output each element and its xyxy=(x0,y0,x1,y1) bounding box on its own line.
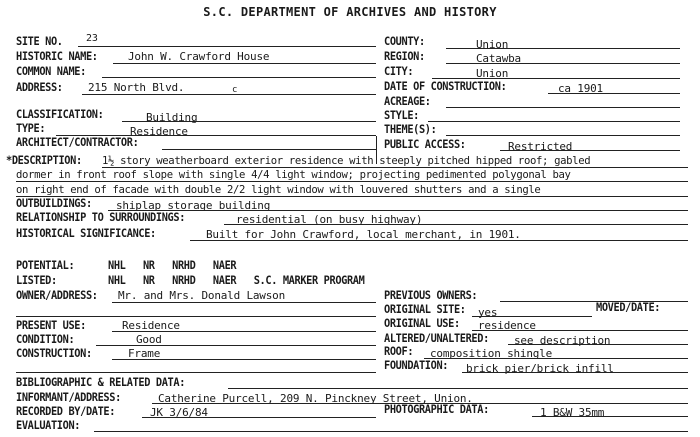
significance-line xyxy=(190,240,688,241)
altered-value: see description xyxy=(514,334,611,347)
informant-label: INFORMANT/ADDRESS: xyxy=(16,391,121,404)
potential-label: POTENTIAL: xyxy=(16,259,75,272)
description-label: *DESCRIPTION: xyxy=(6,154,82,167)
type-value: Residence xyxy=(130,125,188,138)
original-site-value: yes xyxy=(478,306,498,319)
county-label: COUNTY: xyxy=(384,35,425,48)
style-label: STYLE: xyxy=(384,109,419,122)
date-of-construction-label: DATE OF CONSTRUCTION: xyxy=(384,80,507,93)
altered-line xyxy=(508,344,688,345)
original-site-line xyxy=(472,316,592,317)
description-line-1: 1½ story weatherboard exterior residence with steeply pitched hipped roof; gabled xyxy=(102,155,591,167)
moved-date-label: MOVED/DATE: xyxy=(596,301,661,314)
outbuildings-line xyxy=(108,210,688,211)
condition-value: Good xyxy=(136,333,162,346)
site-no-value: 23 xyxy=(86,33,98,44)
evaluation-label: EVALUATION: xyxy=(16,419,81,432)
foundation-value: brick pier/brick infill xyxy=(466,362,614,375)
address-value: 215 North Blvd. xyxy=(88,81,185,94)
photographic-line xyxy=(532,416,688,417)
relationship-label: RELATIONSHIP TO SURROUNDINGS: xyxy=(16,211,186,224)
county-line xyxy=(446,48,680,49)
foundation-line xyxy=(462,372,688,373)
site-no-line xyxy=(78,46,376,47)
architect-label: ARCHITECT/CONTRACTOR: xyxy=(16,136,139,149)
outbuildings-label: OUTBUILDINGS: xyxy=(16,197,92,210)
region-label: REGION: xyxy=(384,50,425,63)
original-use-label: ORIGINAL USE: xyxy=(384,317,460,330)
address-mark: c xyxy=(232,85,238,95)
roof-value: composition shingle xyxy=(430,347,553,360)
original-use-value: residence xyxy=(478,319,536,332)
present-use-line xyxy=(112,331,376,332)
owner-line xyxy=(112,302,376,303)
evaluation-line xyxy=(94,431,688,432)
listed-label: LISTED: xyxy=(16,274,57,287)
significance-label: HISTORICAL SIGNIFICANCE: xyxy=(16,227,156,240)
form-heading: S.C. DEPARTMENT OF ARCHIVES AND HISTORY xyxy=(203,5,497,19)
construction-line-2 xyxy=(16,372,376,373)
roof-label: ROOF: xyxy=(384,345,414,358)
listed-options: NHL NR NRHD NAER S.C. MARKER PROGRAM xyxy=(108,274,365,287)
themes-line xyxy=(446,135,680,136)
recorded-by-label: RECORDED BY/DATE: xyxy=(16,405,116,418)
classification-line xyxy=(122,121,376,122)
construction-value: Frame xyxy=(128,347,161,360)
original-use-line xyxy=(472,330,688,331)
public-access-line xyxy=(500,150,680,151)
type-label: TYPE: xyxy=(16,122,46,135)
bibliographic-line xyxy=(228,388,688,389)
original-site-label: ORIGINAL SITE: xyxy=(384,303,466,316)
foundation-label: FOUNDATION: xyxy=(384,359,449,372)
date-of-construction-value: ca 1901 xyxy=(558,82,603,95)
style-line xyxy=(428,121,680,122)
historic-name-label: HISTORIC NAME: xyxy=(16,50,98,63)
owner-label: OWNER/ADDRESS: xyxy=(16,289,98,302)
address-line xyxy=(82,94,376,95)
roof-line xyxy=(424,358,688,359)
potential-options: NHL NR NRHD NAER xyxy=(108,259,237,272)
owner-value: Mr. and Mrs. Donald Lawson xyxy=(118,289,285,302)
owner-line-2 xyxy=(16,316,376,317)
informant-value: Catherine Purcell, 209 N. Pinckney Street, Union. xyxy=(158,392,473,405)
present-use-label: PRESENT USE: xyxy=(16,319,86,332)
condition-label: CONDITION: xyxy=(16,333,75,346)
description-underline-3 xyxy=(16,196,688,197)
relationship-value: residential (on busy highway) xyxy=(236,213,423,226)
photographic-label: PHOTOGRAPHIC DATA: xyxy=(384,403,489,416)
acreage-line xyxy=(446,107,680,108)
architect-line xyxy=(162,149,376,150)
photographic-value: 1 B&W 35mm xyxy=(540,406,605,419)
condition-line xyxy=(96,345,376,346)
recorded-by-line xyxy=(142,417,376,418)
bibliographic-label: BIBLIOGRAPHIC & RELATED DATA: xyxy=(16,376,186,389)
historic-name-value: John W. Crawford House xyxy=(128,50,270,63)
region-value: Catawba xyxy=(476,52,521,65)
previous-owners-label: PREVIOUS OWNERS: xyxy=(384,289,478,302)
classification-value: Building xyxy=(146,111,198,124)
description-underline-1 xyxy=(102,167,688,168)
city-label: CITY: xyxy=(384,65,414,78)
city-value: Union xyxy=(476,67,509,80)
common-name-label: COMMON NAME: xyxy=(16,65,86,78)
construction-label: CONSTRUCTION: xyxy=(16,347,92,360)
present-use-value: Residence xyxy=(122,319,180,332)
public-access-value: Restricted xyxy=(508,140,573,153)
region-line xyxy=(446,63,680,64)
classification-label: CLASSIFICATION: xyxy=(16,108,104,121)
construction-line xyxy=(112,359,376,360)
altered-label: ALTERED/UNALTERED: xyxy=(384,332,489,345)
date-of-construction-line xyxy=(548,93,680,94)
public-access-label: PUBLIC ACCESS: xyxy=(384,138,466,151)
recorded-by-value: JK 3/6/84 xyxy=(150,406,208,419)
description-line-2: dormer in front roof slope with single 4/4 light window; projecting pedimented polygonal bay xyxy=(16,169,571,181)
significance-value: Built for John Crawford, local merchant, in 1901. xyxy=(206,228,521,241)
site-no-label: SITE NO. xyxy=(16,35,63,48)
county-value: Union xyxy=(476,38,509,51)
description-line-3: on right end of facade with double 2/2 light window with louvered shutters and a single xyxy=(16,184,541,196)
acreage-label: ACREAGE: xyxy=(384,95,431,108)
common-name-line xyxy=(102,77,376,78)
address-label: ADDRESS: xyxy=(16,81,63,94)
city-line xyxy=(432,78,680,79)
outbuildings-value: shiplap storage building xyxy=(116,199,271,212)
relationship-line xyxy=(224,224,688,225)
description-underline-2 xyxy=(16,181,688,182)
historic-name-line xyxy=(113,63,376,64)
themes-label: THEME(S): xyxy=(384,123,437,136)
